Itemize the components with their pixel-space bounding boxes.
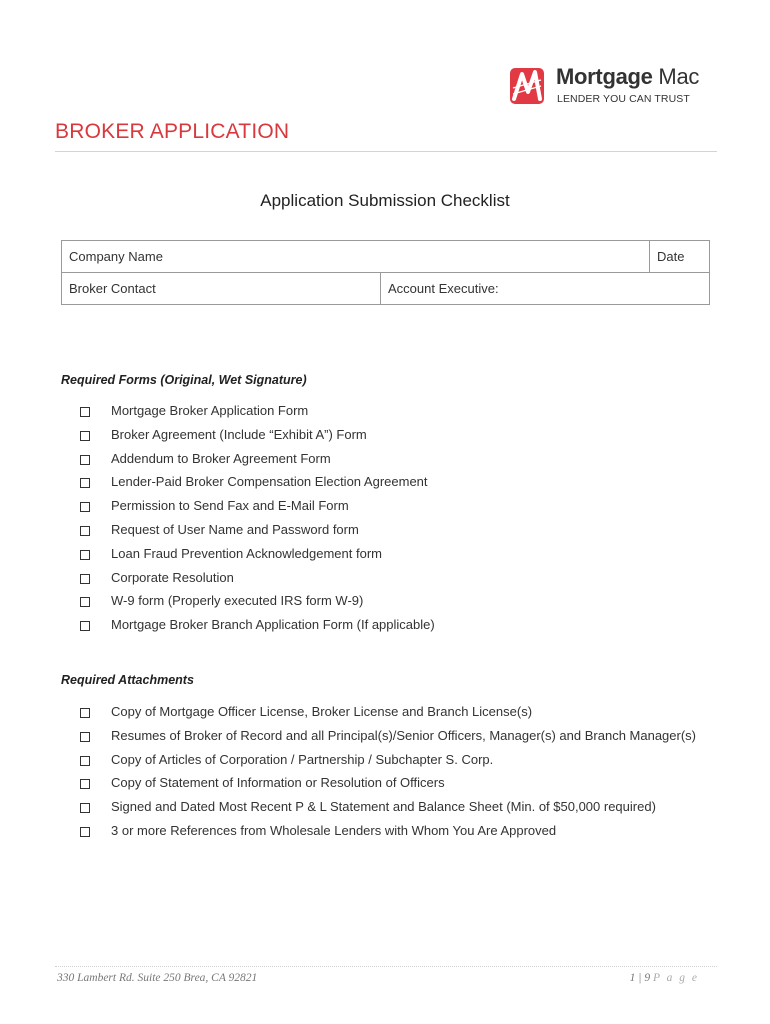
checklist-item-label: Loan Fraud Prevention Acknowledgement form: [111, 545, 382, 561]
account-executive-field[interactable]: Account Executive:: [381, 273, 710, 305]
checkbox[interactable]: [80, 407, 90, 417]
required-attachments-list: [0, 704, 770, 847]
checklist-item: [0, 617, 770, 641]
checklist-item: [0, 570, 770, 594]
checkbox[interactable]: [80, 478, 90, 488]
checklist-item: [0, 752, 770, 776]
required-forms-list: [0, 403, 770, 641]
required-forms-heading: Required Forms (Original, Wet Signature): [61, 373, 307, 387]
applicant-info-table: [61, 240, 710, 305]
checkbox[interactable]: [80, 732, 90, 742]
checklist-item-label: Mortgage Broker Application Form: [111, 403, 309, 418]
footer-page-number: [630, 972, 699, 984]
checklist-item: [0, 546, 770, 570]
page-number: 1 | 9: [629, 972, 651, 984]
checklist-item-label: W-9 form (Properly executed IRS form W-9): [111, 593, 364, 609]
checklist-item-label: Request of User Name and Password form: [111, 521, 359, 537]
checkbox[interactable]: [80, 574, 90, 584]
checklist-item: [0, 522, 770, 546]
page-label: P a g e: [652, 972, 699, 984]
footer-divider: [55, 966, 717, 967]
company-name-field[interactable]: Company Name: [62, 241, 650, 273]
checklist-item-label: Signed and Dated Most Recent P & L Statement and Balance Sheet (Min. of $50,000 required): [111, 799, 656, 815]
table-row: [62, 241, 710, 273]
checkbox[interactable]: [80, 526, 90, 536]
checkbox[interactable]: [80, 597, 90, 607]
document-title: BROKER APPLICATION: [55, 120, 290, 143]
title-divider: [55, 151, 717, 152]
checkbox[interactable]: [80, 756, 90, 766]
company-logo: [508, 64, 718, 110]
footer-address: 330 Lambert Rd. Suite 250 Brea, CA 92821: [57, 972, 258, 984]
checkbox[interactable]: [80, 621, 90, 631]
checklist-item: [0, 823, 770, 847]
checklist-item-label: Mortgage Broker Branch Application Form (If applicable): [111, 617, 435, 633]
logo-name-bold: Mortgage: [556, 64, 653, 89]
checkbox[interactable]: [80, 779, 90, 789]
checklist-item-label: 3 or more References from Wholesale Lenders with Whom You Are Approved: [111, 822, 557, 838]
checklist-item-label: Resumes of Broker of Record and all Principal(s)/Senior Officers, Manager(s) and Branch Manager(s): [111, 727, 696, 743]
required-attachments-heading: Required Attachments: [61, 673, 194, 687]
checklist-item: [0, 775, 770, 799]
date-field[interactable]: Date: [649, 241, 709, 273]
checkbox[interactable]: [80, 803, 90, 813]
checklist-item-label: Lender-Paid Broker Compensation Election Agreement: [111, 474, 428, 490]
checkbox[interactable]: [80, 827, 90, 837]
checklist-item: [0, 593, 770, 617]
mortgage-mac-logo-icon: [508, 66, 546, 106]
checklist-item: [0, 427, 770, 451]
checkbox[interactable]: [80, 550, 90, 560]
checklist-item: [0, 451, 770, 475]
checkbox[interactable]: [80, 502, 90, 512]
checklist-item: [0, 704, 770, 728]
checklist-item-label: Copy of Statement of Information or Resolution of Officers: [111, 775, 445, 791]
logo-tagline: LENDER YOU CAN TRUST: [557, 93, 690, 105]
checklist-item-label: Copy of Articles of Corporation / Partnership / Subchapter S. Corp.: [111, 751, 494, 767]
logo-name: [556, 64, 699, 90]
broker-contact-field[interactable]: Broker Contact: [62, 273, 381, 305]
checkbox[interactable]: [80, 708, 90, 718]
checklist-item-label: Corporate Resolution: [111, 569, 234, 585]
logo-name-rest: Mac: [658, 64, 700, 89]
checklist-item-label: Broker Agreement (Include “Exhibit A”) Form: [111, 426, 367, 442]
checklist-item: [0, 728, 770, 752]
checkbox[interactable]: [80, 431, 90, 441]
checklist-item-label: Permission to Send Fax and E-Mail Form: [111, 498, 349, 514]
checklist-subtitle: Application Submission Checklist: [260, 191, 510, 210]
table-row: [62, 273, 710, 305]
checklist-item: [0, 799, 770, 823]
checklist-item-label: Copy of Mortgage Officer License, Broker License and Branch License(s): [111, 704, 533, 719]
checklist-item-label: Addendum to Broker Agreement Form: [111, 450, 331, 466]
checklist-item: [0, 498, 770, 522]
checklist-item: [0, 403, 770, 427]
checkbox[interactable]: [80, 455, 90, 465]
checklist-item: [0, 474, 770, 498]
